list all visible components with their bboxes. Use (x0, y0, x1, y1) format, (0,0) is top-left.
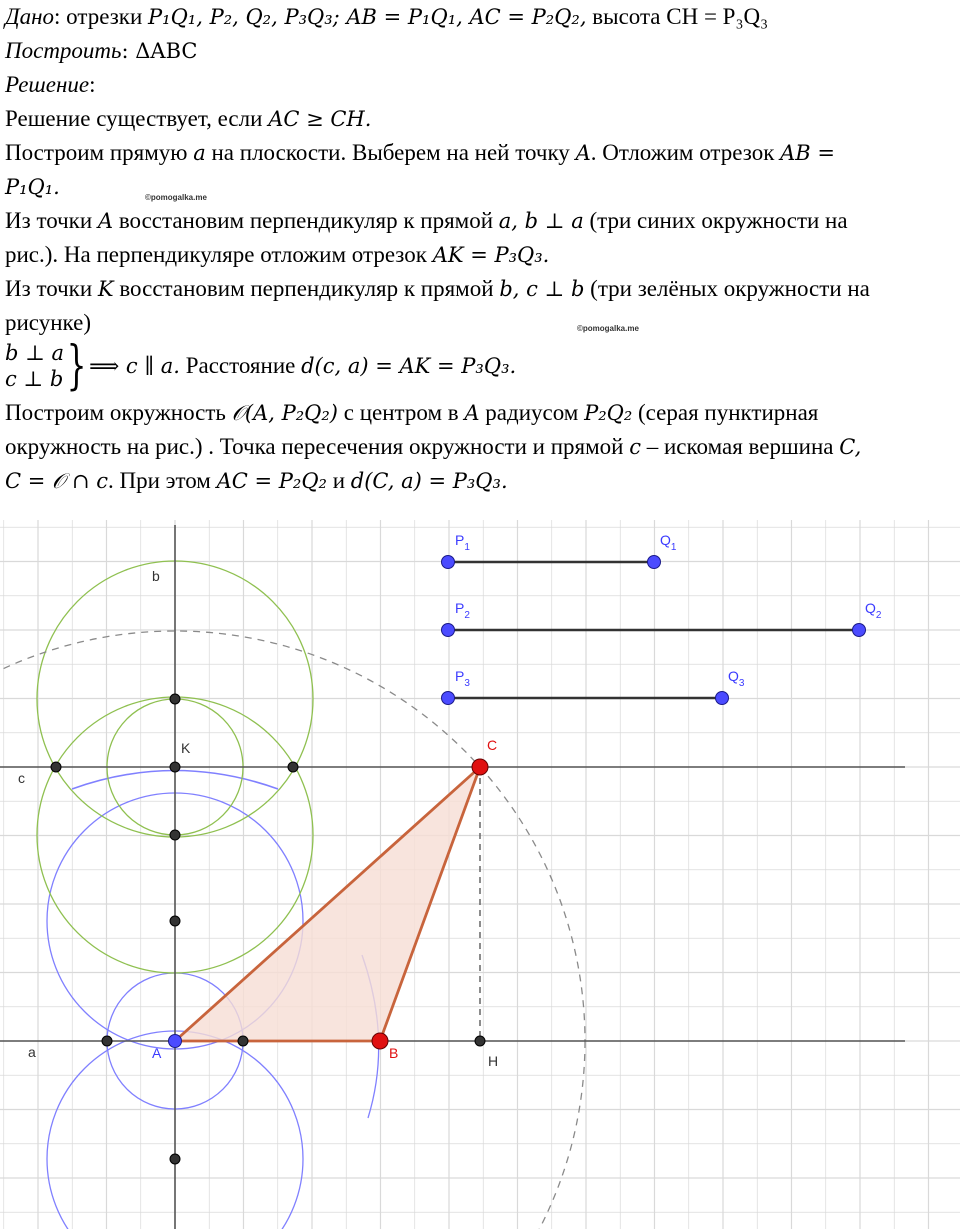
point-b-upper (170, 916, 180, 926)
label-B: B (389, 1045, 399, 1061)
point-B (372, 1033, 388, 1049)
point-P2 (442, 624, 455, 637)
watermark-2: ©pomogalka.me (577, 324, 639, 333)
label-P1: $P_1$ (455, 532, 470, 553)
point-b-lower (170, 1154, 180, 1164)
paragraph-4-end: C = 𝒪 ∩ c. При этом AC = P₂Q₂ и d(C, a) = P₃Q₃. (5, 468, 508, 493)
label-P2: $P_2$ (455, 600, 470, 621)
point-C (472, 759, 488, 775)
given-label: Дано (5, 4, 55, 29)
paragraph-1: Построим прямую a на плоскости. Выберем на ней точку A. Отложим отрезок AB = (5, 140, 835, 165)
given-line: Дано: отрезки P₁Q₁, P₂, Q₂, P₃Q₃; AB = P₁Q₁, AC = P₂Q₂, высота CH = P₃Q₃ (5, 4, 769, 29)
point-green-right (288, 762, 298, 772)
paragraph-3: Из точки K восстановим перпендикуляр к прямой b, c ⊥ b (три зелёных окружности на (5, 276, 870, 301)
paragraph-1-cont: P₁Q₁. ©pomogalka.me (5, 170, 955, 204)
label-a: a (28, 1044, 36, 1060)
point-K (170, 762, 180, 772)
point-a-left (102, 1036, 112, 1046)
label-b: b (152, 568, 160, 584)
label-Q2: $Q_2$ (865, 600, 882, 621)
paragraph-4: Построим окружность 𝒪(A, P₂Q₂) с центром в A радиусом P₂Q₂ (серая пунктирная (5, 400, 819, 425)
point-K-upper (170, 694, 180, 704)
point-green-left (51, 762, 61, 772)
system-line: b ⊥ a c ⊥ b } ⟹ c ∥ a. Расстояние d(c, a) = AK = P₃Q₃. (5, 336, 517, 396)
label-H: H (488, 1053, 499, 1069)
gray-dashed-circle (0, 631, 585, 1229)
label-c: c (18, 770, 25, 786)
label-K: K (181, 740, 191, 756)
label-Q1: $Q_1$ (660, 532, 677, 553)
point-A (169, 1035, 182, 1048)
point-K-lower (170, 830, 180, 840)
label-A: A (152, 1045, 162, 1061)
label-Q3: $Q_3$ (728, 668, 745, 689)
point-P3 (442, 692, 455, 705)
point-Q1 (648, 556, 661, 569)
watermark-1: ©pomogalka.me (145, 193, 207, 202)
paragraph-2-cont: рис.). На перпендикуляре отложим отрезок AK = P₃Q₃. (5, 242, 550, 267)
paragraph-4-cont: окружность на рис.) . Точка пересечения окружности и прямой c – искомая вершина C, (5, 434, 862, 459)
point-a-right (238, 1036, 248, 1046)
paragraph-3-cont: рисунке) ©pomogalka.me (5, 306, 955, 340)
paragraph-2: Из точки A восстановим перпендикуляр к прямой a, b ⊥ a (три синих окружности на (5, 208, 848, 233)
grid (0, 520, 960, 1229)
label-C: C (487, 737, 498, 753)
existence-condition: Решение существует, если AC ≥ CH. (5, 106, 372, 131)
solution-heading: Решение: (5, 72, 96, 97)
label-P3: $P_3$ (455, 668, 470, 689)
point-H (475, 1036, 485, 1046)
construct-label: Построить (5, 38, 122, 63)
point-P1 (442, 556, 455, 569)
point-Q3 (716, 692, 729, 705)
construct-line: Построить: ΔABC (5, 38, 198, 63)
point-Q2 (853, 624, 866, 637)
